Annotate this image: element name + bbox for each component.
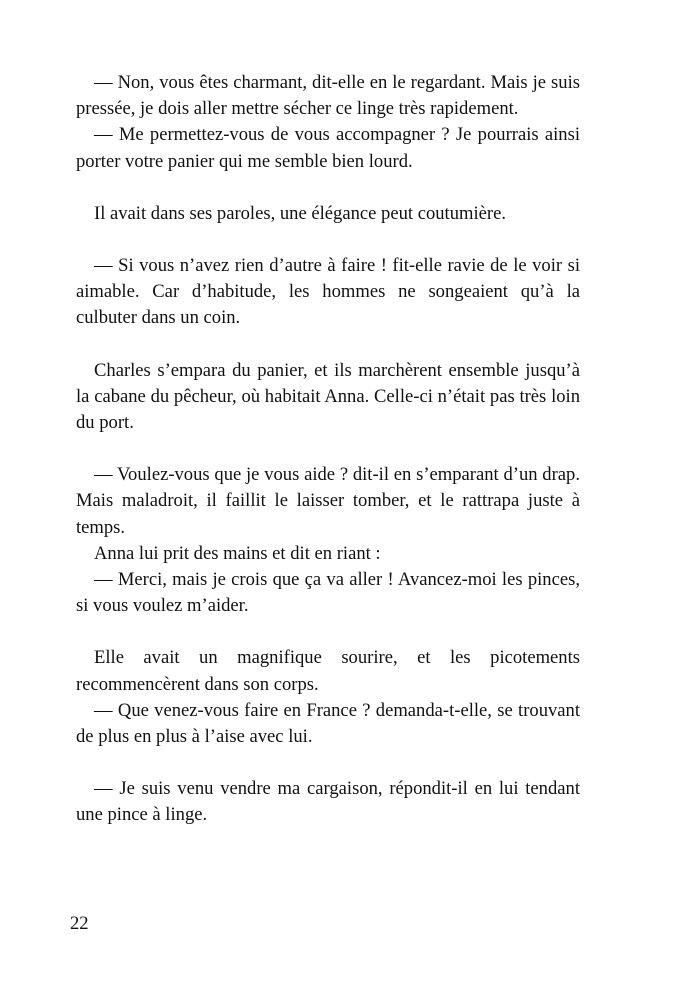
paragraph-9: Elle avait un magnifique sourire, et les picotements recommencèrent dans son corps. [76, 647, 580, 695]
paragraph-6: — Voulez-vous que je vous aide ? dit-il en s’emparant d’un drap. Mais maladroit, il faillit le laisser tomber, et le rattrapa juste à temps. [76, 464, 580, 538]
paragraph-10: — Que venez-vous faire en France ? demanda-t-elle, se trouvant de plus en plus à l’aise avec lui. [76, 699, 580, 748]
paragraph-1: — Non, vous êtes charmant, dit-elle en le regardant. Mais je suis pressée, je dois aller mettre sécher ce linge très rapidement. [76, 72, 580, 120]
paragraph-7: Anna lui prit des mains et dit en riant : [94, 542, 381, 564]
paragraph-2: — Me permettez-vous de vous accompagner ? Je pourrais ainsi porter votre panier qui me semble bien lourd. [76, 124, 580, 172]
body-text [76, 70, 580, 829]
paragraph-11: — Je suis venu vendre ma cargaison, répondit-il en lui tendant une pince à linge. [76, 778, 580, 826]
page-number: 22 [70, 913, 89, 934]
paragraph-5: Charles s’empara du panier, et ils marchèrent ensemble jusqu’à la cabane du pêcheur, où habitait Anna. Celle-ci n’était pas très loin du port. [76, 359, 580, 434]
paragraph-4: — Si vous n’avez rien d’autre à faire ! fit-elle ravie de le voir si aimable. Car d’habitude, les hommes ne songeaient qu’à la culbuter dans un coin. [76, 255, 580, 329]
paragraph-8: — Merci, mais je crois que ça va aller ! Avancez-moi les pinces, si vous voulez m’aider. [76, 569, 580, 617]
paragraph-3: Il avait dans ses paroles, une élégance peut coutumière. [94, 202, 506, 224]
